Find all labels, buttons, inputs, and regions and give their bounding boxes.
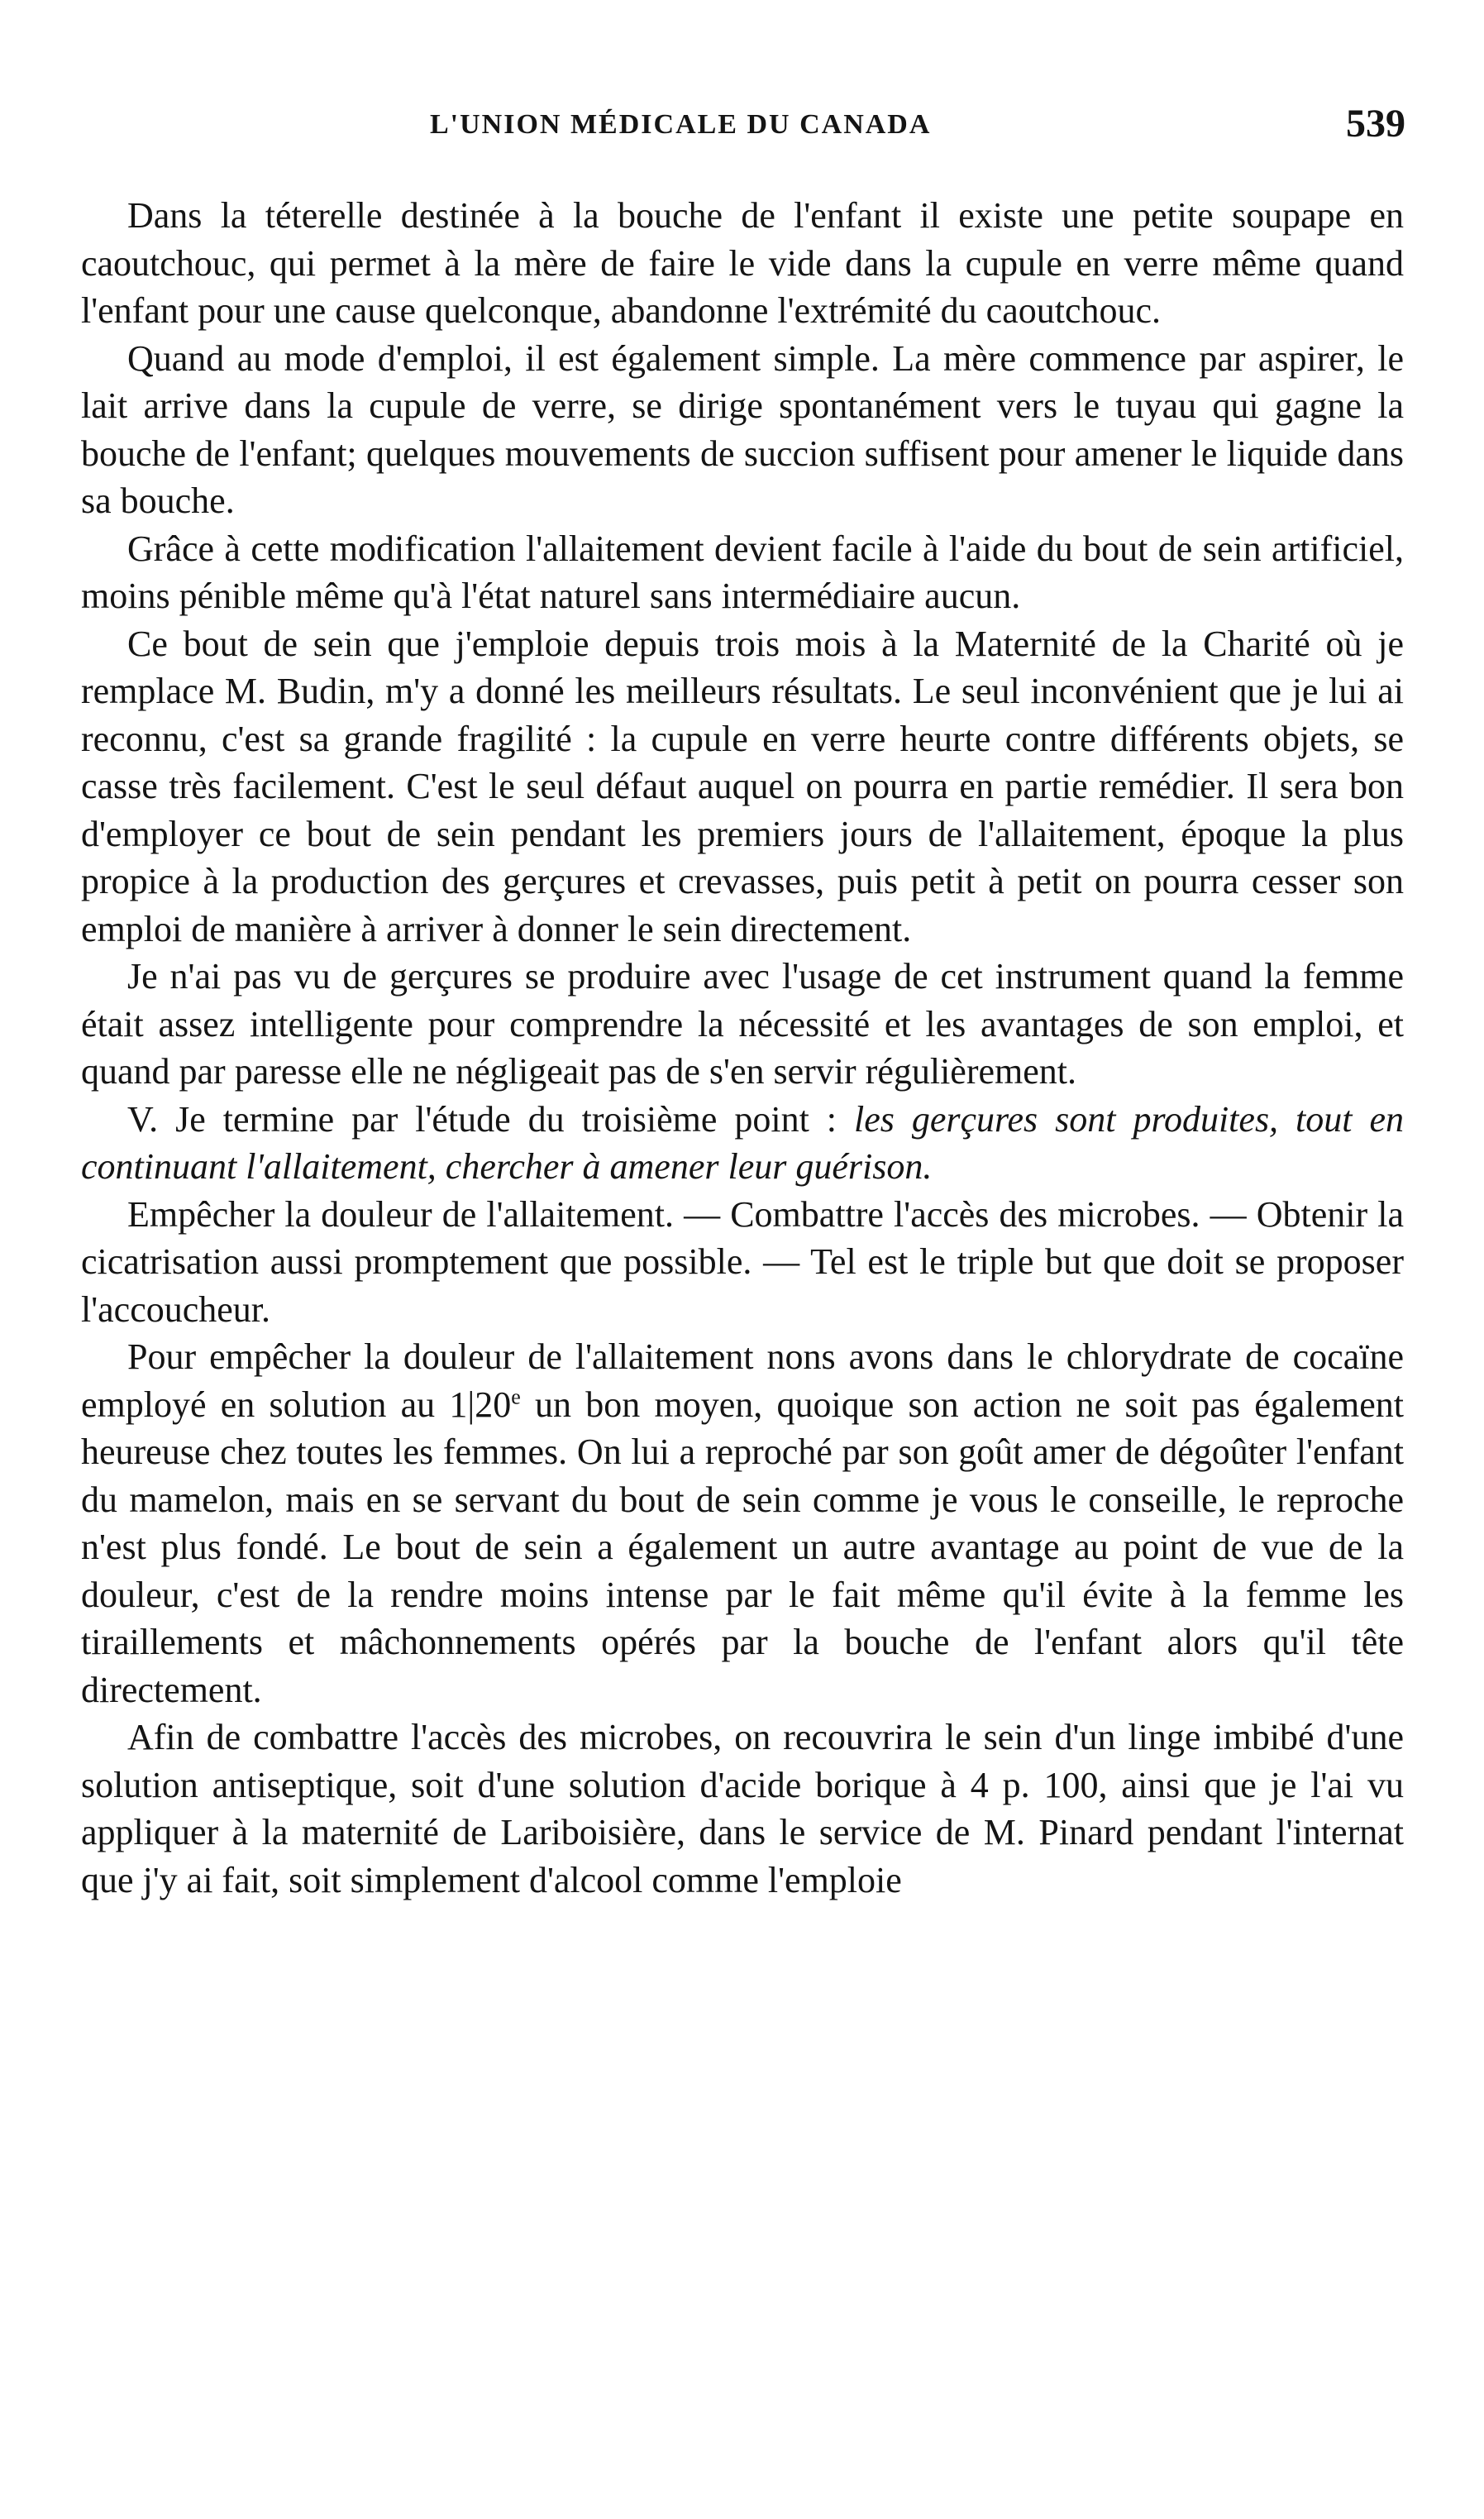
paragraph-triple-but: Empêcher la douleur de l'allaitement. — Combattre l'accès des microbes. — Obtenir la cicatrisation aussi promptement que possible. — Tel est le triple but que doit se proposer l'accoucheur. xyxy=(81,1193,1404,1330)
paragraph-cocaine xyxy=(81,1333,1404,1714)
paragraph-cocaine-before: Pour empêcher la douleur de l'allaitement nons avons dans le chlorydrate de cocaïne employé en solution au 1|20 xyxy=(81,1336,1404,1425)
paragraph-maternite: Ce bout de sein que j'emploie depuis trois mois à la Maternité de la Charité où je remplace M. Budin, m'y a donné les meilleurs résultats. Le seul inconvénient que je lui ai reconnu, c'est sa grande fragilité : la cupule en verre heurte contre différents objets, se casse très facilement. C'est le seul défaut auquel on pourra en partie remédier. Il sera bon d'employer ce bout de sein pendant les premiers jours de l'allaitement, époque la plus propice à la production des gerçures et crevasses, puis petit à petit on pourra cesser son emploi de manière à arriver à donner le sein directement. xyxy=(81,623,1404,949)
body-text xyxy=(81,192,1404,1904)
paragraph-cocaine-after: un bon moyen, quoique son action ne soit pas également heureuse chez toutes les femmes. On lui a reproché par son goût amer de dégoûter l'enfant du mamelon, mais en se servant du bout de sein comme je vous le conseille, le reproche n'est plus fondé. Le bout de sein a également un autre avantage au point de vue de la douleur, c'est de la rendre moins intense par le fait même qu'il évite à la femme les tiraillements et mâchonnements opérés par la bouche de l'enfant alors qu'il tête directement. xyxy=(81,1384,1405,1710)
paragraph-troisieme-point xyxy=(81,1096,1404,1191)
paragraph-mode-emploi: Quand au mode d'emploi, il est également simple. La mère commence par aspirer, le lait arrive dans la cupule de verre, se dirige spontanément vers le tuyau qui gagne la bouche de l'enfant; quelques mouvements de succion suffisent pour amener le liquide dans sa bouche. xyxy=(81,337,1404,521)
paragraph-modification: Grâce à cette modification l'allaitement devient facile à l'aide du bout de sein artificiel, moins pénible même qu'à l'état naturel sans intermédiaire aucun. xyxy=(81,528,1404,616)
paragraph-cocaine-superscript: e xyxy=(511,1384,521,1408)
running-title: L'UNION MÉDICALE DU CANADA xyxy=(430,109,932,140)
paragraph-teterelle: Dans la téterelle destinée à la bouche de l'enfant il existe une petite soupape en caoutchouc, qui permet à la mère de faire le vide dans la cupule en verre même quand l'enfant pour une cause quelconque, abandonne l'extrémité du caoutchouc. xyxy=(81,195,1404,331)
paragraph-troisieme-point-italic: les gerçures sont produites, tout en continuant l'allaitement, chercher à amener leur guérison. xyxy=(81,1098,1404,1187)
paragraph-troisieme-point-lead: V. Je termine par l'étude du troisième point : xyxy=(127,1098,854,1140)
paragraph-microbes: Afin de combattre l'accès des microbes, on recouvrira le sein d'un linge imbibé d'une solution antiseptique, soit d'une solution d'acide borique à 4 p. 100, ainsi que je l'ai vu appliquer à la maternité de Lariboisière, dans le service de M. Pinard pendant l'internat que j'y ai fait, soit simplement d'alcool comme l'emploie xyxy=(81,1717,1404,1900)
page-number: 539 xyxy=(1346,102,1405,146)
paragraph-gercures-usage: Je n'ai pas vu de gerçures se produire avec l'usage de cet instrument quand la femme était assez intelligente pour comprendre la nécessité et les avantages de son emploi, et quand par paresse elle ne négligeait pas de s'en servir régulièrement. xyxy=(81,956,1404,1092)
page-header xyxy=(430,101,1405,159)
